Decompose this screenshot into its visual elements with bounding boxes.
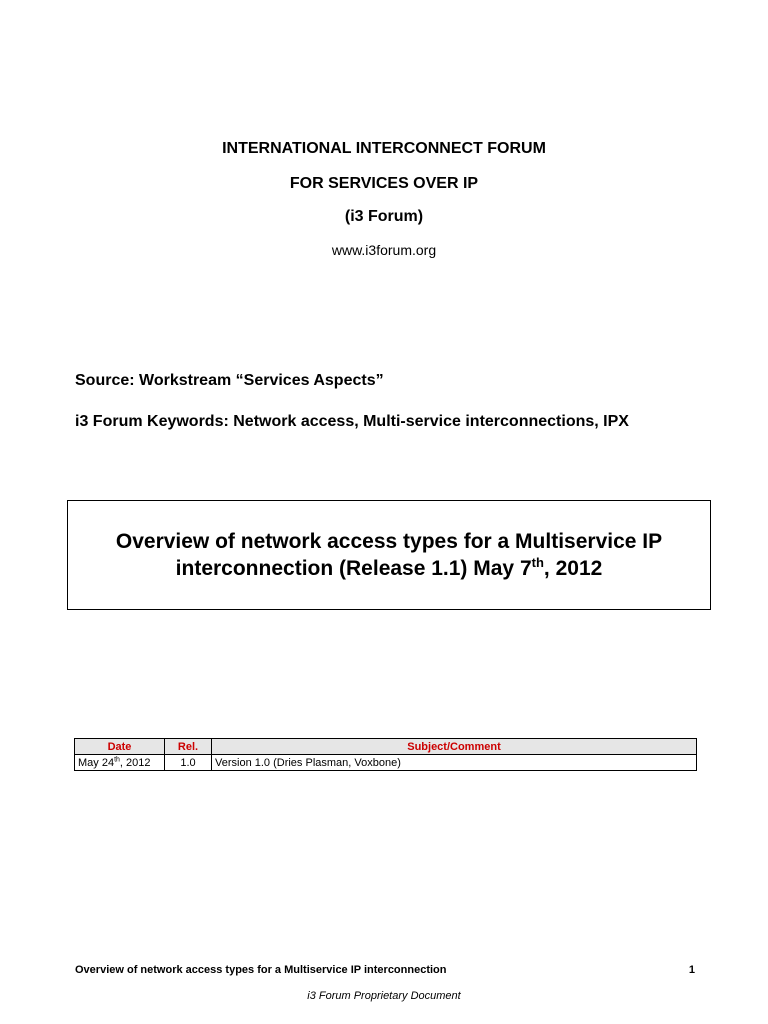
cell-date-tail: , 2012	[119, 756, 151, 769]
source-line: Source: Workstream “Services Aspects”	[75, 372, 384, 389]
forum-website-link[interactable]: www.i3forum.org	[331, 242, 437, 258]
header-date: Date	[75, 739, 165, 755]
cell-date-main: May 24	[78, 756, 115, 769]
document-title-box	[67, 500, 711, 610]
footer-doc-title: Overview of network access types for a Multiservice IP interconnection	[75, 964, 447, 976]
forum-name-line1: INTERNATIONAL INTERCONNECT FORUM	[222, 140, 546, 157]
cell-comment: Version 1.0 (Dries Plasman, Voxbone)	[212, 755, 697, 771]
cell-date	[75, 755, 165, 771]
table-row	[75, 755, 697, 771]
document-title	[79, 528, 699, 582]
revision-history-table	[74, 738, 697, 771]
document-title-tail: , 2012	[543, 557, 603, 580]
header-release: Rel.	[165, 739, 212, 755]
proprietary-notice: i3 Forum Proprietary Document	[307, 990, 461, 1002]
forum-short-name: (i3 Forum)	[344, 208, 424, 225]
document-title-sup: th	[531, 555, 544, 570]
header-subject-comment: Subject/Comment	[212, 739, 697, 755]
page-footer	[75, 964, 695, 976]
cell-date-sup: th	[114, 755, 120, 763]
cell-release: 1.0	[165, 755, 212, 771]
table-header-row	[75, 739, 697, 755]
keywords-line: i3 Forum Keywords: Network access, Multi-service interconnections, IPX	[75, 413, 629, 430]
forum-name-line2: FOR SERVICES OVER IP	[289, 175, 479, 192]
document-title-main: Overview of network access types for a Multiservice IP interconnection (Release 1.1) May 7	[115, 530, 663, 580]
page-number: 1	[688, 964, 695, 976]
